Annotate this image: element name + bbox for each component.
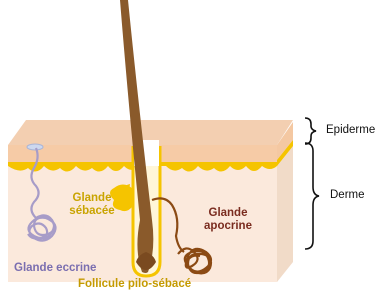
label-glande-apocrine bbox=[196, 207, 260, 233]
label-glande-sebacee-line1: Glande bbox=[72, 192, 112, 204]
label-glande-eccrine: Glande eccrine bbox=[14, 262, 97, 274]
label-epiderme: Epiderme bbox=[326, 124, 376, 136]
eccrine-pore bbox=[27, 144, 43, 150]
label-glande-sebacee-line2: sébacée bbox=[69, 205, 115, 217]
label-glande-apocrine-line1: Glande bbox=[208, 207, 248, 219]
label-follicule: Follicule pilo-sébacé bbox=[78, 278, 192, 290]
label-glande-sebacee bbox=[60, 192, 124, 218]
label-glande-apocrine-line2: apocrine bbox=[204, 220, 252, 232]
label-derme: Derme bbox=[330, 189, 365, 201]
epiderme-brace bbox=[305, 118, 316, 144]
derme-brace bbox=[305, 143, 319, 249]
